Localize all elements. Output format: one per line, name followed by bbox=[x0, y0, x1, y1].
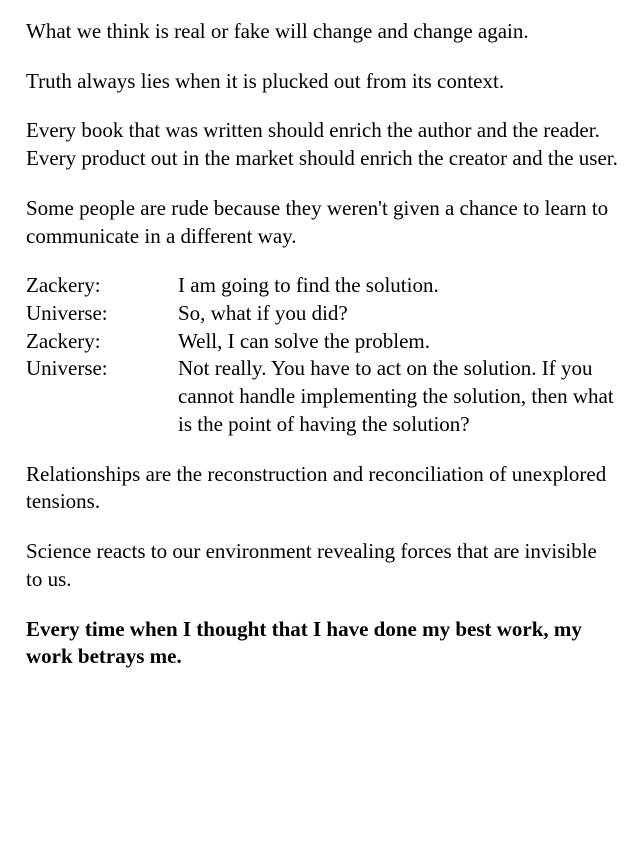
dialogue-line bbox=[26, 272, 618, 300]
dialogue-speaker: Zackery: bbox=[26, 328, 101, 353]
dialogue-speaker: Zackery: bbox=[26, 273, 101, 298]
dialogue-text: So, what if you did? bbox=[178, 301, 348, 326]
dialogue-speaker: Universe: bbox=[26, 301, 108, 326]
paragraph-3: Every book that was written should enrich the author and the reader. Every product out in the market should enrich the creator and the user. bbox=[26, 118, 618, 171]
dialogue-block bbox=[26, 272, 618, 438]
dialogue-speaker: Universe: bbox=[26, 356, 108, 381]
paragraph-5: Relationships are the reconstruction and reconciliation of unexplored tensions. bbox=[26, 461, 607, 514]
dialogue-line bbox=[26, 328, 618, 356]
paragraph-4: Some people are rude because they weren't given a chance to learn to communicate in a different way. bbox=[26, 195, 609, 248]
dialogue-line bbox=[26, 300, 618, 328]
dialogue-line bbox=[26, 355, 618, 438]
paragraph-1: What we think is real or fake will change and change again. bbox=[26, 19, 529, 43]
dialogue-text: Not really. You have to act on the solution. If you cannot handle implementing the solution, then what is the point of having the solution? bbox=[178, 356, 614, 436]
paragraph-7: Every time when I thought that I have done my best work, my work betrays me. bbox=[26, 616, 582, 669]
paragraph-2: Truth always lies when it is plucked out from its context. bbox=[26, 68, 505, 93]
dialogue-text: I am going to find the solution. bbox=[178, 273, 439, 298]
dialogue-text: Well, I can solve the problem. bbox=[178, 328, 430, 353]
paragraph-6: Science reacts to our environment revealing forces that are invisible to us. bbox=[26, 539, 597, 591]
